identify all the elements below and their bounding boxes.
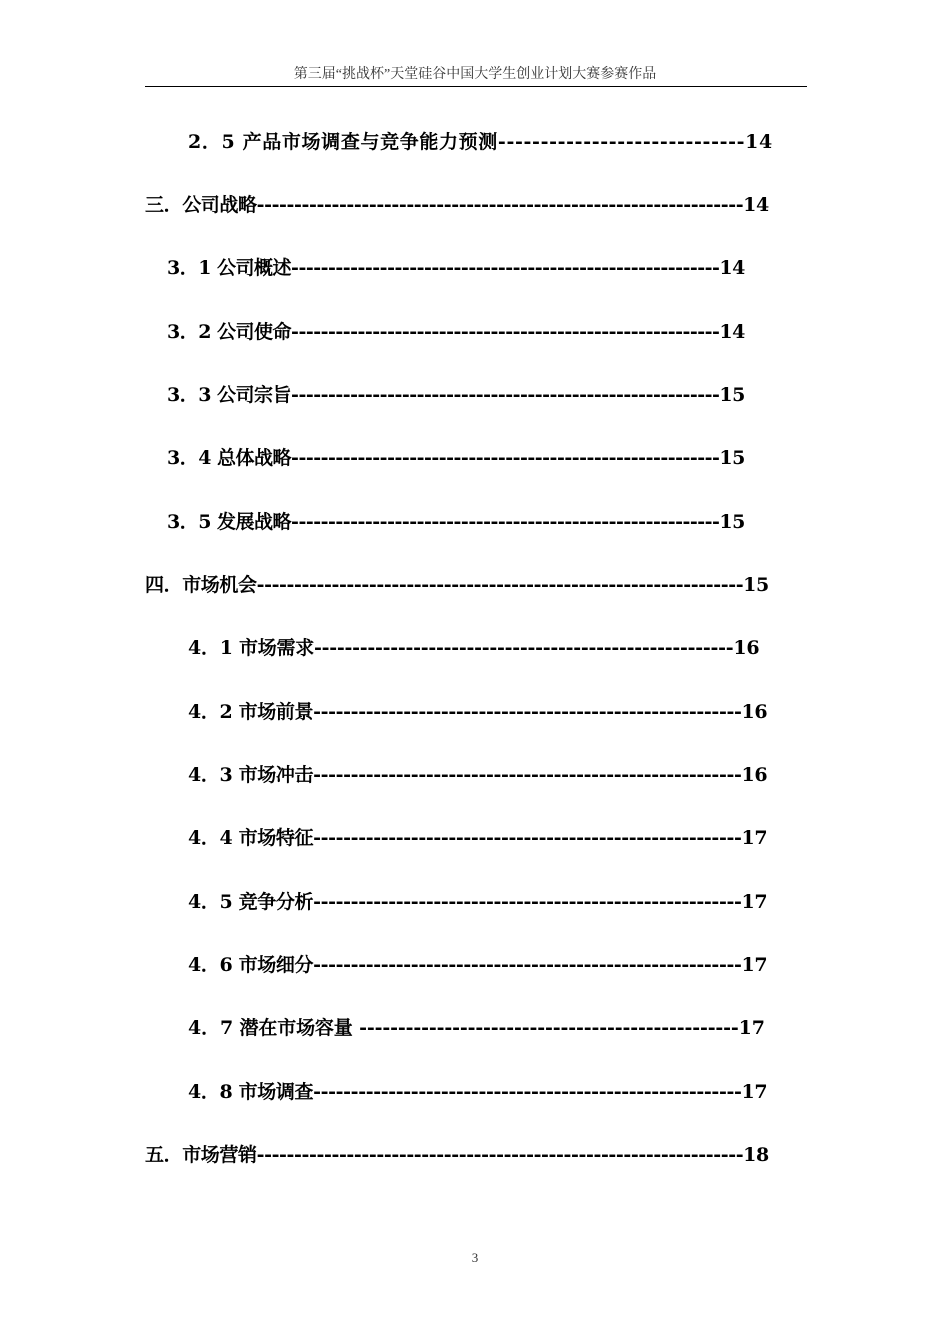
toc-entry-3-1[interactable]: 3．1 公司概述----------------------------------------------------------14 (167, 257, 745, 279)
toc-entry-4-2[interactable]: 4．2 市场前景---------------------------------------------------------16 (188, 701, 768, 723)
toc-entry-4-4[interactable]: 4．4 市场特征---------------------------------------------------------17 (188, 827, 768, 849)
toc-entry-4-5[interactable]: 4．5 竞争分析---------------------------------------------------------17 (188, 891, 768, 913)
toc-entry-4-8[interactable]: 4．8 市场调查---------------------------------------------------------17 (188, 1081, 768, 1103)
header-rule (145, 86, 807, 87)
toc-entry-2-5[interactable]: 2．5 产品市场调查与竞争能力预测-----------------------------14 (188, 131, 773, 153)
toc-entry-3-4[interactable]: 3．4 总体战略----------------------------------------------------------15 (167, 447, 745, 469)
toc-entry-3-2[interactable]: 3．2 公司使命----------------------------------------------------------14 (167, 321, 745, 343)
toc-entry-4-6[interactable]: 4．6 市场细分---------------------------------------------------------17 (188, 954, 768, 976)
page-header: 第三届“挑战杯”天堂硅谷中国大学生创业计划大赛参赛作品 (293, 67, 657, 82)
toc-entry-3[interactable]: 三．公司战略-----------------------------------------------------------------14 (145, 194, 769, 216)
toc-entry-5[interactable]: 五．市场营销-----------------------------------------------------------------18 (145, 1144, 769, 1166)
toc-entry-4[interactable]: 四．市场机会-----------------------------------------------------------------15 (145, 574, 769, 596)
toc-entry-3-3[interactable]: 3．3 公司宗旨----------------------------------------------------------15 (167, 384, 745, 406)
page-number: 3 (471, 1250, 479, 1265)
toc-entry-3-5[interactable]: 3．5 发展战略----------------------------------------------------------15 (167, 511, 745, 533)
toc-entry-4-3[interactable]: 4．3 市场冲击---------------------------------------------------------16 (188, 764, 768, 786)
toc-entry-4-7[interactable]: 4．7 潜在市场容量 -------------------------------------------------17 (188, 1017, 765, 1039)
toc-entry-4-1[interactable]: 4．1 市场需求-------------------------------------------------------16 (188, 637, 760, 659)
